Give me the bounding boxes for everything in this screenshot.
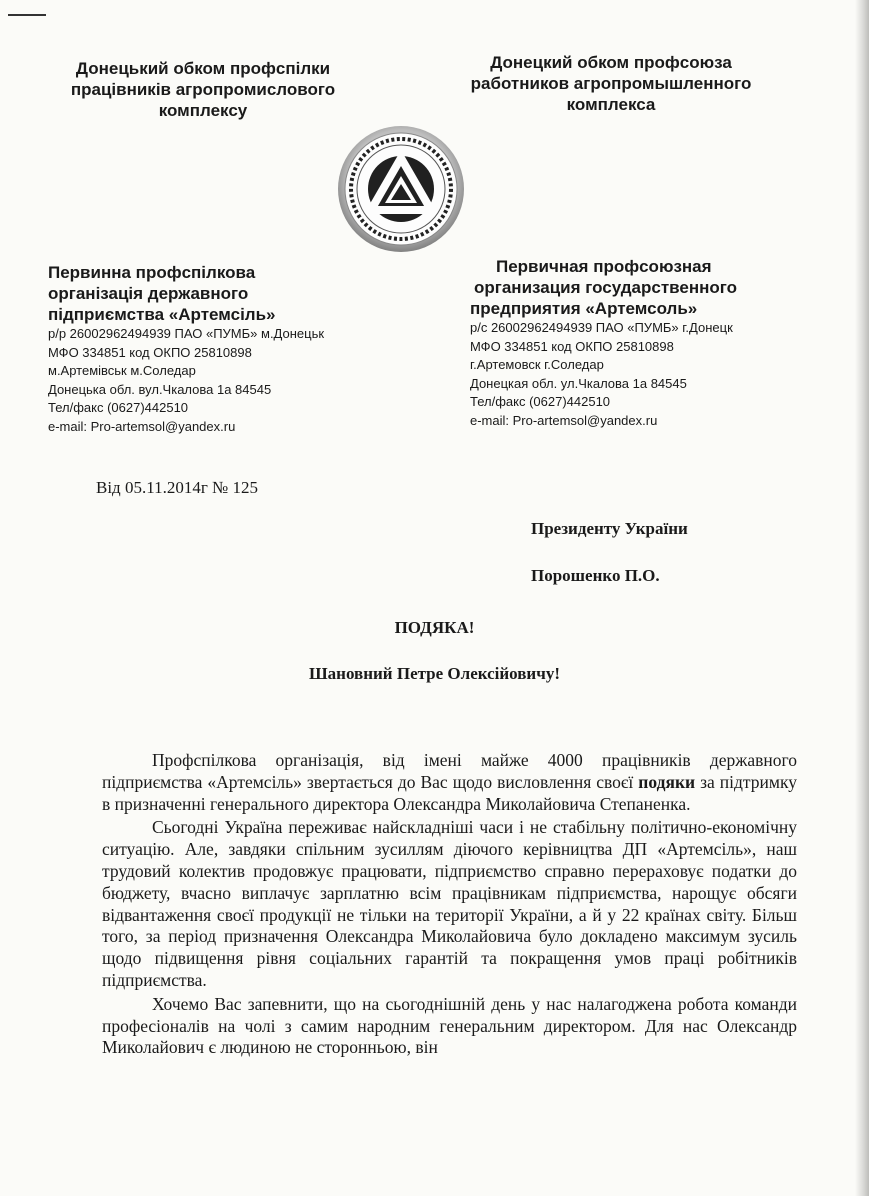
org-detail-line: Донецкая обл. ул.Чкалова 1а 84545 — [470, 375, 687, 391]
reference-number: Від 05.11.2014г № 125 — [96, 478, 259, 497]
org-name-line: предприятия «Артемсоль» — [470, 299, 698, 318]
org-detail-line: р/р 26002962494939 ПАО «ПУМБ» м.Донецьк — [48, 326, 325, 341]
paragraph-text: Профспілкова організація, від імені майже 4000 працівників державного підприємства «Артемсіль» звертається до Вас щодо висловлення своєї — [102, 750, 797, 792]
paragraph — [102, 994, 797, 1059]
header-right-ru — [446, 52, 776, 115]
org-name-line: Первичная профсоюзная — [496, 257, 712, 276]
paragraph-text: Сьогодні Україна переживає найскладніші часи і не стабільну політично-економічну ситуацію. Але, завдяки спільним зусиллям діючого керівництва ДП «Артемсіль», наш трудовий колектив продовжує працювати, підприємство справно перераховує податки до бюджету, вчасно виплачує зарплатню всім працівникам підприємства, нарощує обсяги відвантаження своєї продукції не тільки на території України, а й у 22 країнах світу. Більш того, за період призначення Олександра Миколайовича було докладено максимум зусиль щодо підвищення рівня соціальних гарантій та покращення умов праці робітників підприємства. — [102, 817, 797, 990]
page-mark — [8, 14, 46, 16]
salutation: Шановний Петре Олексійовичу! — [309, 664, 560, 683]
org-detail-line: м.Артемівськ м.Соледар — [48, 363, 196, 378]
letter-title: ПОДЯКА! — [394, 618, 475, 637]
paragraph — [102, 750, 797, 815]
org-detail-line: МФО 334851 код ОКПО 25810898 — [48, 344, 252, 360]
header-line: Донецький обком профспілки — [75, 59, 331, 78]
header-line: комплекса — [566, 95, 656, 114]
org-name-line: підприємства «Артемсіль» — [48, 305, 276, 324]
org-detail-line: Донецька обл. вул.Чкалова 1а 84545 — [48, 381, 272, 397]
org-detail-line: e-mail: Pro-artemsol@yandex.ru — [470, 412, 658, 428]
org-detail-line: e-mail: Pro-artemsol@yandex.ru — [48, 418, 236, 434]
header-left-ua — [38, 58, 368, 121]
org-name-line: организация государственного — [474, 278, 738, 297]
paragraph — [102, 817, 797, 991]
org-detail-line: р/с 26002962494939 ПАО «ПУМБ» г.Донецк — [470, 320, 733, 335]
org-name-line: організація державного — [48, 284, 249, 303]
header-line: работников агропромышленного — [470, 74, 752, 93]
paragraph-text: за підтримку в призначенні генерального директора Олександра Миколайовича Степаненка. — [102, 771, 797, 814]
addressee-line: Президенту України — [531, 519, 688, 538]
org-detail-line: Тел/факс (0627)442510 — [48, 400, 189, 415]
org-block-ru — [470, 256, 737, 430]
union-emblem-icon — [336, 124, 466, 254]
org-detail-line: Тел/факс (0627)442510 — [470, 394, 611, 409]
letter-body — [102, 750, 797, 1059]
org-name-line: Первинна профспілкова — [48, 263, 256, 282]
scan-edge-shadow — [855, 0, 869, 1196]
org-detail-line: МФО 334851 код ОКПО 25810898 — [470, 338, 674, 354]
header-line: Донецкий обком профсоюза — [490, 53, 732, 72]
header-line: комплексу — [158, 101, 248, 120]
paragraph-text: Хочемо Вас запевнити, що на сьогоднішній день у нас налагоджена робота команди професіоналів на чолі з самим народним генеральним директором. Для нас Олександр Миколайович є людиною не сторонньою, він — [102, 993, 797, 1058]
org-block-ua — [48, 262, 324, 436]
addressee-line: Порошенко П.О. — [531, 566, 660, 585]
header-line: працівників агропромислового — [70, 80, 336, 99]
paragraph-emphasis: подяки — [638, 771, 696, 792]
org-detail-line: г.Артемовск г.Соледар — [470, 357, 604, 372]
